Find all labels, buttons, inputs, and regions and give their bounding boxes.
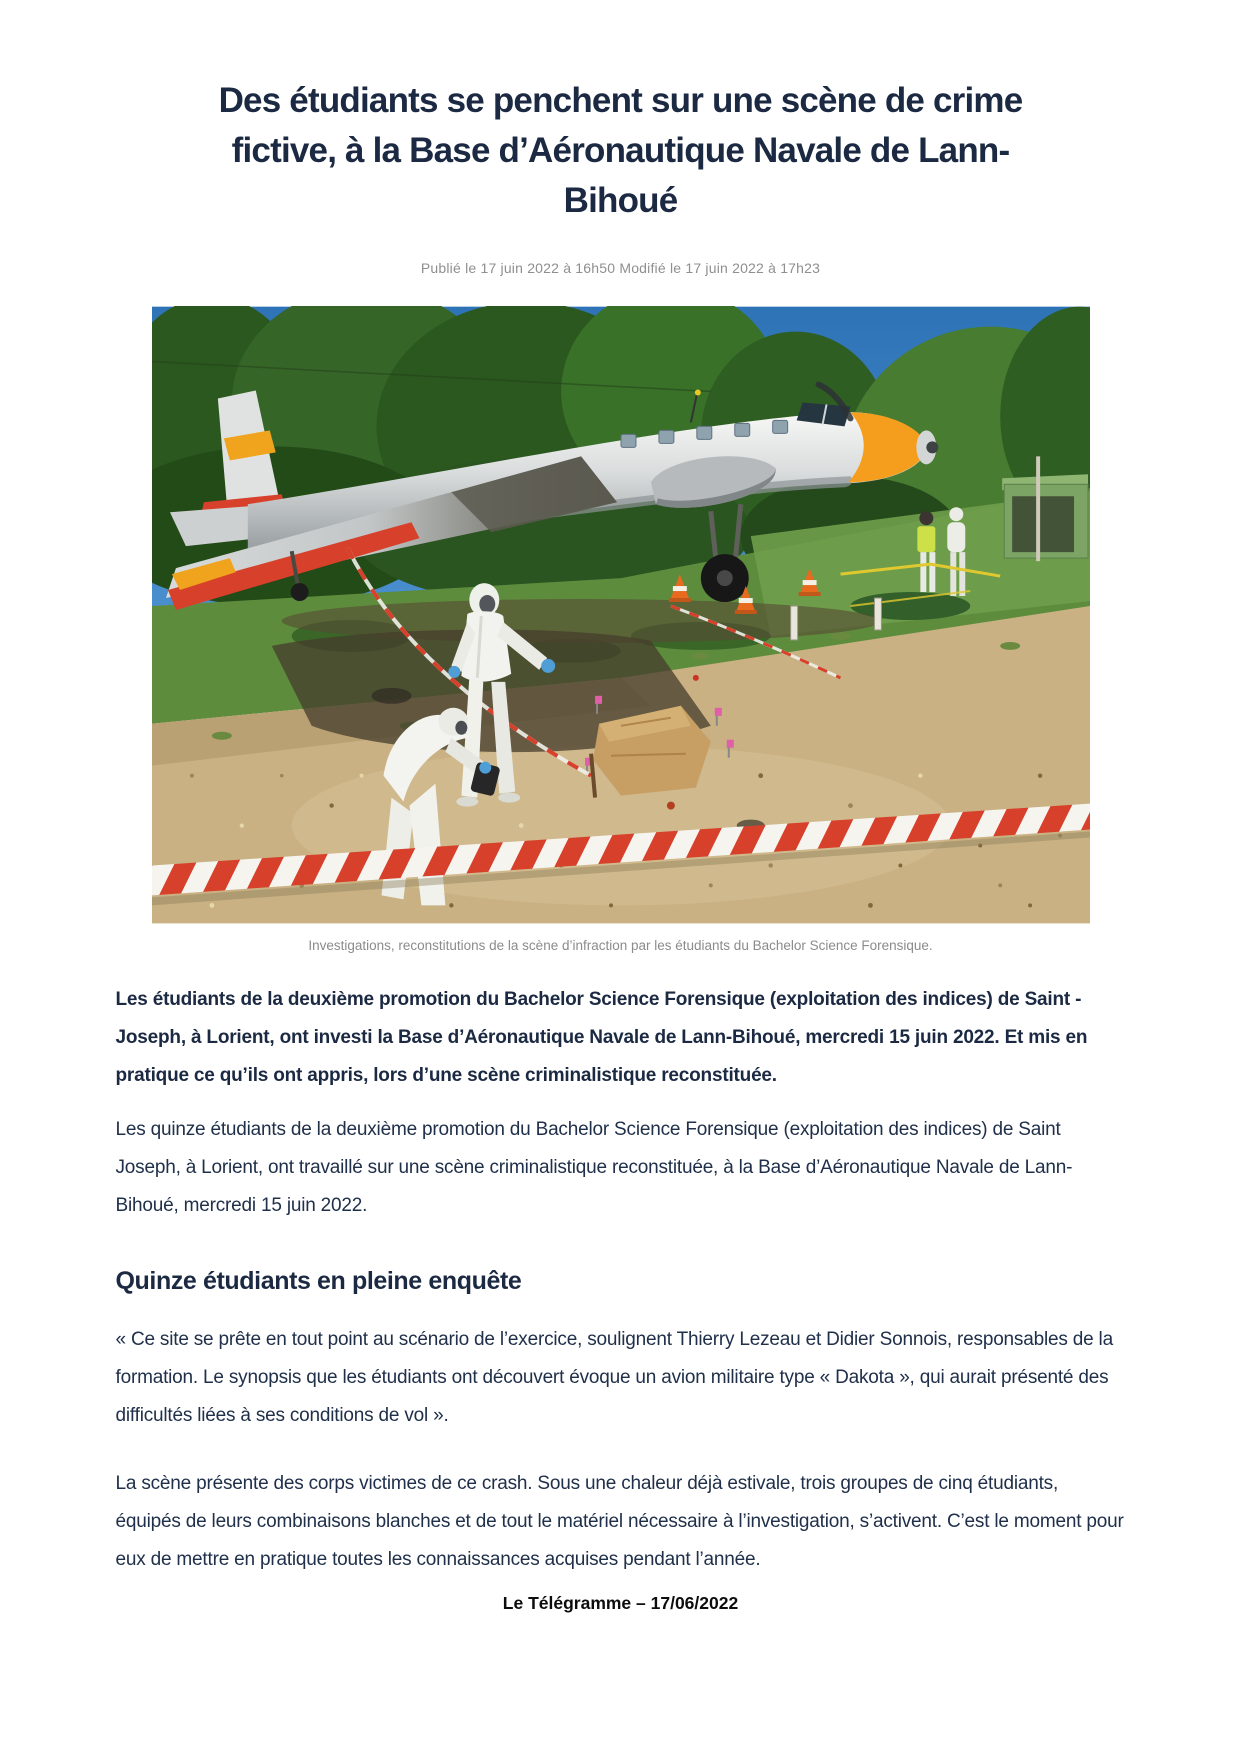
article-photo: [152, 306, 1090, 924]
body-paragraph: Les quinze étudiants de la deuxième promotion du Bachelor Science Forensique (exploitation des indices) de Saint Joseph, à Lorient, ont travaillé sur une scène criminalistique reconstituée, à la Base d’Aéronautique Navale de Lann-Bihoué, mercredi 15 juin 2022.: [115, 1119, 1073, 1216]
photo-caption: Investigations, reconstitutions de la scène d’infraction par les étudiants du Bachelor Science Forensique.: [308, 938, 933, 953]
section-heading: Quinze étudiants en pleine enquête: [115, 1267, 522, 1295]
closing-paragraph: La scène présente des corps victimes de ce crash. Sous une chaleur déjà estivale, trois groupes de cinq étudiants, équipés de leurs combinaisons blanches et de tout le matériel nécessaire à l’investigation, s’activent. C’est le moment pour eux de mettre en pratique toutes les connaissances acquises pendant l’année.: [115, 1473, 1124, 1570]
quote-paragraph: « Ce site se prête en tout point au scénario de l’exercice, soulignent Thierry Lezeau et Didier Sonnois, responsables de la formation. Le synopsis que les étudiants ont découvert évoque un avion militaire type « Dakota », qui aurait présenté des difficultés liées à ses conditions de vol ».: [115, 1329, 1113, 1426]
publish-date: Publié le 17 juin 2022 à 16h50 Modifié le 17 juin 2022 à 17h23: [420, 260, 821, 276]
article-title: Des étudiants se penchent sur une scène de crime fictive, à la Base d’Aéronautique Navale de Lann-Bihoué: [218, 81, 1023, 220]
crime-scene-photo-illustration: [152, 306, 1090, 924]
lead-paragraph: Les étudiants de la deuxième promotion du Bachelor Science Forensique (exploitation des indices) de Saint -Joseph, à Lorient, ont investi la Base d’Aéronautique Navale de Lann-Bihoué, mercredi 15 juin 2022. Et mis en pratique ce qu’ils ont appris, lors d’une scène criminalistique reconstituée.: [115, 989, 1088, 1086]
source-footer: Le Télégramme – 17/06/2022: [502, 1593, 739, 1613]
article-body: [116, 981, 1126, 1579]
